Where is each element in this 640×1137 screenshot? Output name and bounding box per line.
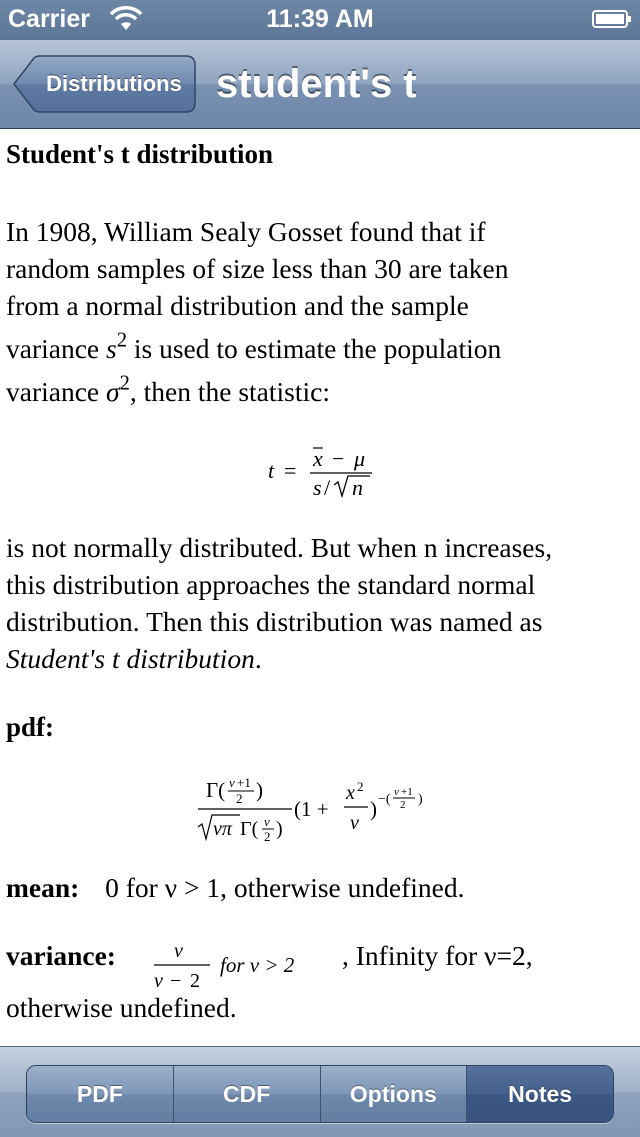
status-time: 11:39 AM — [266, 5, 374, 33]
tab-options[interactable]: Options — [321, 1066, 468, 1122]
navigation-bar — [0, 40, 640, 129]
population-variance-symbol: σ — [106, 376, 120, 407]
variance-condition: for ν > 2 — [220, 953, 295, 977]
t-statistic-formula — [266, 437, 386, 501]
svg-text:2: 2 — [190, 970, 200, 992]
svg-text:2: 2 — [264, 829, 271, 844]
svg-text:): ) — [370, 797, 377, 821]
svg-text:2: 2 — [236, 791, 243, 806]
intro-paragraph — [6, 213, 636, 410]
svg-text:): ) — [256, 778, 263, 802]
svg-text:ν: ν — [394, 786, 399, 798]
carrier-label: Carrier — [8, 5, 90, 33]
variance-tail: otherwise undefined. — [6, 992, 237, 1023]
pdf-formula — [196, 769, 456, 845]
tab-cdf[interactable]: CDF — [174, 1066, 321, 1122]
text-line: this distribution approaches the standard normal — [6, 569, 536, 600]
text-line: random samples of size less than 30 are taken — [6, 253, 509, 284]
status-bar — [0, 0, 640, 40]
svg-text:+1: +1 — [401, 786, 413, 798]
svg-text:/: / — [324, 475, 331, 500]
text-line: Student's t distribution. — [6, 643, 262, 674]
svg-text:−: − — [170, 970, 182, 992]
svg-text:(1 +: (1 + — [294, 797, 329, 821]
svg-text:2: 2 — [400, 799, 406, 811]
content-heading: Student's t distribution — [6, 139, 274, 169]
sample-variance-symbol: s — [106, 333, 117, 364]
text-line: distribution. Then this distribution was named as — [6, 606, 543, 637]
notes-content — [0, 129, 640, 1046]
svg-text:ν: ν — [264, 814, 270, 829]
text-line: In 1908, William Sealy Gosset found that if — [6, 216, 486, 247]
variance-value: , Infinity for ν=2, — [342, 940, 533, 971]
text-line: is not normally distributed. But when n increases, — [6, 532, 553, 563]
svg-text:−(: −( — [378, 792, 391, 807]
svg-text:=: = — [284, 458, 297, 483]
svg-text:Γ(: Γ( — [206, 778, 226, 802]
svg-text:): ) — [276, 818, 283, 840]
text-line: variance $s^2$ is used to estimate the population — [6, 329, 502, 364]
tab-notes[interactable]: Notes — [467, 1066, 613, 1122]
back-button-label: Distributions — [46, 71, 182, 96]
svg-text:νπ: νπ — [213, 818, 232, 840]
svg-text:s: s — [313, 475, 322, 500]
pdf-label: pdf: — [6, 712, 55, 742]
variance-formula — [150, 935, 216, 995]
variance-row — [6, 937, 116, 974]
svg-text:ν: ν — [350, 812, 359, 834]
bottom-toolbar — [0, 1046, 640, 1137]
text-line: from a normal distribution and the sample — [6, 290, 469, 321]
svg-text:x: x — [346, 782, 355, 804]
svg-text:t: t — [268, 458, 275, 483]
tab-pdf[interactable]: PDF — [27, 1066, 174, 1122]
page-title: student's t — [216, 62, 417, 106]
battery-icon — [592, 10, 632, 28]
svg-text:μ: μ — [354, 446, 366, 471]
mean-label: mean: — [6, 872, 80, 903]
svg-text:ν: ν — [229, 775, 235, 790]
svg-text:x: x — [313, 446, 323, 471]
view-segmented-control — [26, 1065, 614, 1123]
text-line: variance $\sigma^2$, then the statistic: — [6, 372, 330, 407]
distribution-name: Student's t distribution — [6, 643, 255, 674]
svg-text:n: n — [352, 475, 363, 500]
svg-text:ν: ν — [174, 940, 183, 962]
mean-value: 0 for ν > 1, otherwise undefined. — [105, 872, 465, 903]
variance-label: variance: — [6, 940, 116, 971]
body-paragraph — [6, 529, 636, 677]
svg-text:Γ(: Γ( — [240, 818, 259, 840]
mean-row — [6, 869, 464, 906]
svg-text:2: 2 — [357, 779, 364, 794]
svg-text:+1: +1 — [237, 775, 251, 790]
back-button-distributions[interactable] — [12, 55, 196, 113]
svg-text:ν: ν — [154, 970, 163, 992]
svg-text:−: − — [332, 446, 345, 471]
svg-text:): ) — [418, 792, 423, 807]
